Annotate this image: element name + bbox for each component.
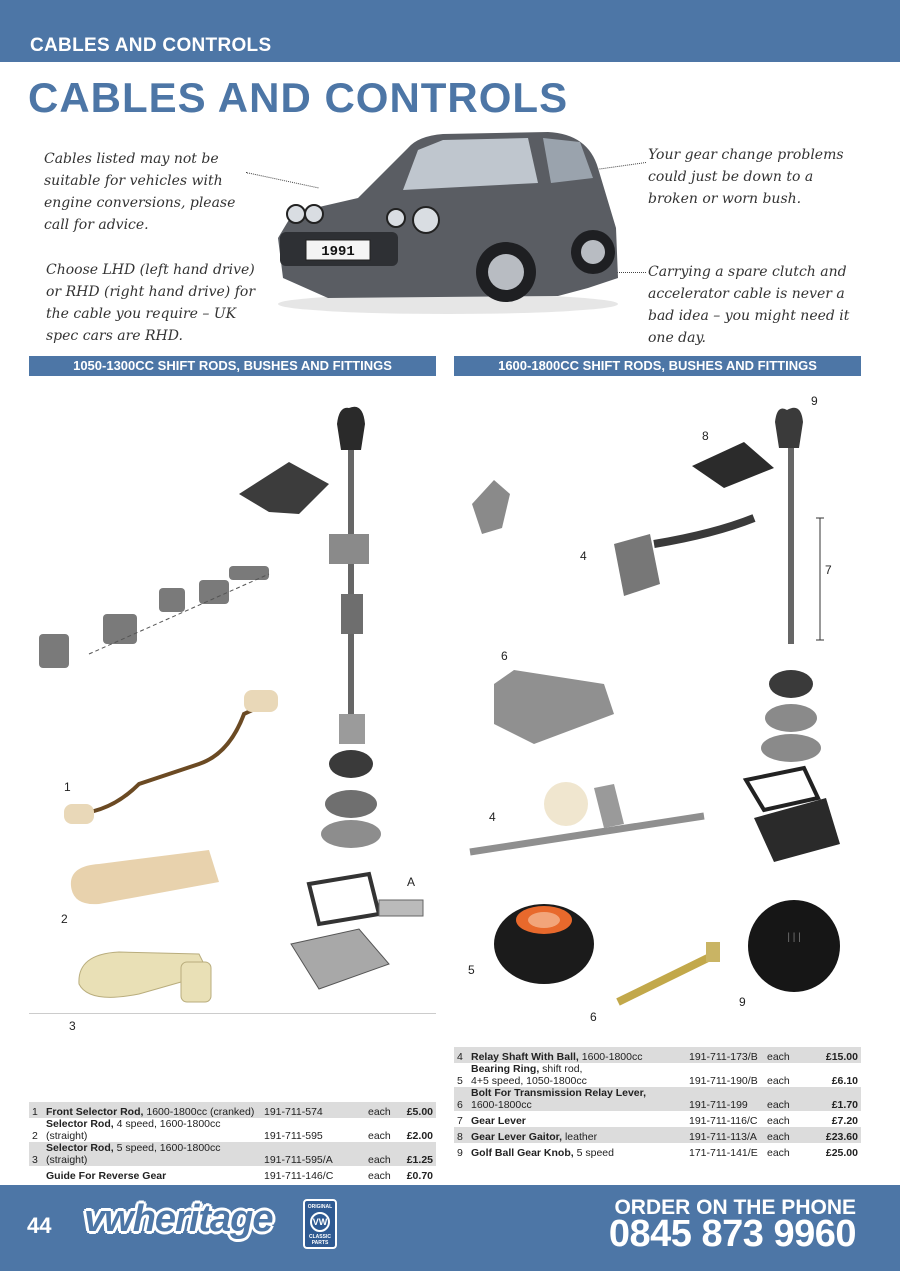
unit: each [365,1102,398,1118]
order-label: ORDER ON THE PHONE [614,1196,856,1219]
part-code: 191-711-116/C [689,1115,758,1127]
callout-6: 6 [590,1010,597,1024]
row-description [468,1111,686,1127]
classic-parts-badge [303,1199,337,1249]
vw-roundel-icon: VW [310,1212,330,1232]
row-description [43,1166,261,1182]
row-description [43,1142,261,1166]
car-illustration [268,128,628,318]
part-detail: 1600-1800cc [578,1051,643,1063]
callout-6-top: 6 [501,649,508,663]
callout-4-top: 4 [580,549,587,563]
table-row [454,1087,861,1111]
callout-1: 1 [64,780,71,794]
table-row [454,1063,861,1087]
part-name: Gear Lever Gaitor, [471,1131,563,1143]
part-name: Front Selector Rod, [46,1106,144,1118]
part-detail: leather [562,1131,598,1143]
part-code: 191-711-146/C [264,1170,334,1182]
table-row [29,1102,436,1118]
part-name: Selector Rod, [46,1118,114,1130]
part-name: Bearing Ring, [471,1063,540,1075]
unit: each [764,1127,806,1143]
price: £6.10 [831,1075,858,1087]
part-detail: 4 speed, 1600-1800cc (straight) [46,1118,221,1142]
badge-top-text: ORIGINAL [307,1204,333,1210]
price: £1.70 [806,1087,861,1111]
price: £0.70 [406,1170,433,1182]
callout-8: 8 [702,429,709,443]
row-description [468,1047,686,1063]
part-detail: 5 speed [573,1147,614,1159]
callout-9-top: 9 [811,394,818,408]
right-exploded-diagram [454,384,861,884]
row-number: 5 [457,1075,463,1087]
unit: each [764,1087,806,1111]
header-bar [0,0,900,62]
table-row [454,1111,861,1127]
note-bush: Your gear change problems could just be down to a broken or worn bush. [648,147,844,207]
order-phone-number[interactable]: 0845 873 9960 [608,1213,856,1255]
section-label: CABLES AND CONTROLS [30,35,272,56]
part-code: 191-711-574 [261,1102,365,1118]
part-detail-line: 1600-1800cc [471,1099,532,1111]
unit: each [767,1147,790,1159]
row-description [468,1143,686,1159]
svg-text:| | |: | | | [787,932,801,943]
row-number: 2 [32,1130,38,1142]
table-row [454,1047,861,1063]
left-parts-table [29,1102,436,1182]
row-description [43,1102,261,1118]
part-detail: shift rod, [539,1063,583,1075]
note-engine-conversions: Cables listed may not be suitable for vehicles with engine conversions, please call for advice. [44,151,236,233]
part-name: Bolt For Transmission Relay Lever, [471,1087,647,1099]
row-number: 3 [29,1142,43,1166]
row-number [29,1166,43,1182]
page-title: CABLES AND CONTROLS [28,74,569,121]
price: £2.00 [406,1130,433,1142]
row-number: 1 [29,1102,43,1118]
part-detail: 1600-1800cc (cranked) [143,1106,255,1118]
page-number: 44 [27,1213,52,1238]
part-code: 171-711-141/E [689,1147,758,1159]
left-section-heading: 1050-1300CC SHIFT RODS, BUSHES AND FITTINGS [29,356,436,376]
badge-bottom-text: CLASSIC PARTS [309,1234,331,1246]
right-parts-table [454,1047,861,1159]
row-description [43,1118,261,1142]
table-row [29,1166,436,1182]
table-row [29,1118,436,1142]
row-description [468,1087,686,1111]
part-name: Golf Ball Gear Knob, [471,1147,574,1159]
row-number: 6 [454,1087,468,1111]
part-detail: 5 speed, 1600-1800cc (straight) [46,1142,221,1166]
left-exploded-diagram [29,384,436,1014]
unit: each [764,1047,806,1063]
part-code: 191-711-173/B [686,1047,764,1063]
right-product-photos [454,884,861,1024]
callout-a: A [407,875,416,889]
price: £7.20 [831,1115,858,1127]
part-code: 191-711-199 [686,1087,764,1111]
part-name: Gear Lever [471,1115,526,1127]
table-row [454,1127,861,1143]
callout-9: 9 [739,995,746,1009]
row-number: 9 [457,1147,463,1159]
unit: each [365,1142,398,1166]
price: £1.25 [398,1142,436,1166]
callout-2: 2 [61,912,68,926]
part-name: Selector Rod, [46,1142,114,1154]
row-description [468,1127,686,1143]
part-code: 191-711-595/A [261,1142,365,1166]
row-number: 4 [454,1047,468,1063]
price: £5.00 [398,1102,436,1118]
note-lhd-rhd: Choose LHD (left hand drive) or RHD (right hand drive) for the cable you require – UK spec cars are RHD. [46,262,256,344]
callout-5: 5 [468,963,475,977]
price: £15.00 [806,1047,861,1063]
unit: each [767,1075,790,1087]
unit: each [368,1170,391,1182]
row-number: 7 [457,1115,463,1127]
number-plate: 1991 [321,244,355,260]
part-detail-line: 4+5 speed, 1050-1800cc [471,1075,587,1087]
part-name: Relay Shaft With Ball, [471,1051,579,1063]
right-section-heading: 1600-1800CC SHIFT RODS, BUSHES AND FITTINGS [454,356,861,376]
part-code: 191-711-595 [264,1130,323,1142]
price: £23.60 [806,1127,861,1143]
table-row [29,1142,436,1166]
row-number: 8 [454,1127,468,1143]
part-code: 191-711-190/B [689,1075,758,1087]
callout-4: 4 [489,810,496,824]
unit: each [767,1115,790,1127]
part-code: 191-711-113/A [686,1127,764,1143]
unit: each [368,1130,391,1142]
callout-7: 7 [825,563,832,577]
row-description [468,1063,686,1087]
callout-3: 3 [69,1019,76,1033]
price: £25.00 [825,1147,858,1159]
part-name: Guide For Reverse Gear [46,1170,167,1182]
vwheritage-logo: vwheritage [84,1198,273,1240]
table-row [454,1143,861,1159]
note-spare-cable: Carrying a spare clutch and accelerator cable is never a bad idea – you might need it one day. [648,264,850,346]
